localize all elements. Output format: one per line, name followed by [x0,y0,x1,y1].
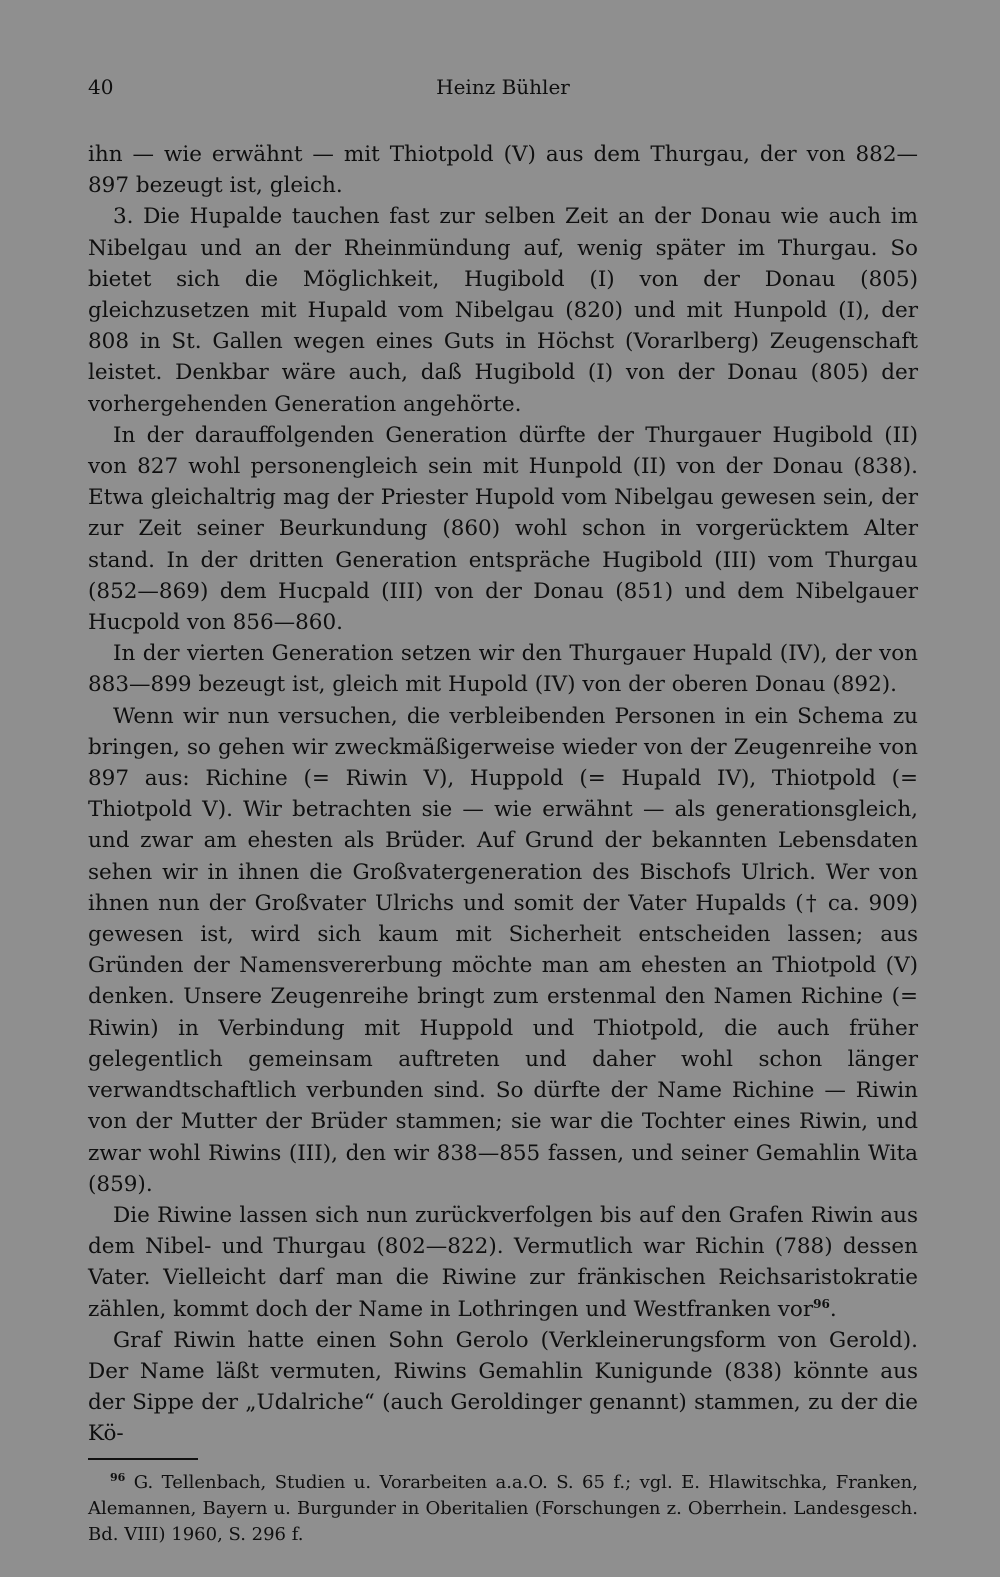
footnote-text: G. Tellenbach, Studien u. Vorarbeiten a.a.O. S. 65 f.; vgl. E. Hlawitschka, Franken, Alemannen, Bayern u. Burgunder in Oberitalien (Forschungen z. Oberrhein. Landesgesch. Bd. VIII) 1960, S. 296 f. [88,1471,918,1545]
paragraph-text-end: . [829,1296,837,1322]
footnote-divider [88,1458,198,1460]
paragraph-with-footnote-ref [88,1200,918,1325]
paragraph: Wenn wir nun versuchen, die verbleibenden Personen in ein Schema zu bringen, so gehen wir zweckmäßigerweise wieder von der Zeugenreihe von 897 aus: Richine (= Riwin V), Huppold (= Hupald IV), Thiotpold (= Thiotpold V). Wir betrachten sie — wie erwähnt — als generationsgleich, und zwar am ehesten als Brüder. Auf Grund der bekannten Lebensdaten sehen wir in ihnen die Großvatergeneration des Bischofs Ulrich. Wer von ihnen nun der Großvater Ulrichs und somit der Vater Hupalds († ca. 909) gewesen ist, wird sich kaum mit Sicherheit entscheiden lassen; aus Gründen der Namensvererbung möchte man am ehesten an Thiotpold (V) denken. Unsere Zeugenreihe bringt zum erstenmal den Namen Richine (= Riwin) in Verbindung mit Huppold und Thiotpold, die auch früher gelegentlich gemeinsam auftreten und daher wohl schon länger verwandtschaftlich verbunden sind. So dürfte der Name Richine — Riwin von der Mutter der Brüder stammen; sie war die Tochter eines Riwin, und zwar wohl Riwins (III), den wir 838—855 fassen, und seiner Gemahlin Wita (859). [88,703,918,1197]
footnote-reference[interactable]: 96 [813,1296,830,1311]
paragraph: ihn — wie erwähnt — mit Thiotpold (V) aus dem Thurgau, der von 882—897 bezeugt ist, gleich. [88,142,918,199]
paragraph: Graf Riwin hatte einen Sohn Gerolo (Verkleinerungsform von Gerold). Der Name läßt vermuten, Riwins Gemahlin Kunigunde (838) könnte aus der Sippe der „Udalriche“ (auch Geroldinger genannt) stammen, zu der die Kö- [88,1327,918,1447]
paragraph: 3. Die Hupalde tauchen fast zur selben Zeit an der Donau wie auch im Nibelgau und an der Rheinmündung auf, wenig später im Thurgau. So bietet sich die Möglichkeit, Hugibold (I) von der Donau (805) gleichzusetzen mit Hupald vom Nibelgau (820) und mit Hunpold (I), der 808 in St. Gallen wegen eines Guts in Höchst (Vorarlberg) Zeugenschaft leistet. Denkbar wäre auch, daß Hugibold (I) von der Donau (805) der vorhergehenden Generation angehörte. [88,204,918,417]
page-number: 40 [88,75,114,99]
paragraph: In der darauffolgenden Generation dürfte der Thurgauer Hugibold (II) von 827 wohl personengleich sein mit Hunpold (II) von der Donau (838). Etwa gleichaltrig mag der Priester Hupold vom Nibelgau gewesen sein, der zur Zeit seiner Beurkundung (860) wohl schon in vorgerücktem Alter stand. In der dritten Generation entspräche Hugibold (III) vom Thurgau (852—869) dem Hucpald (III) von der Donau (851) und dem Nibelgauer Hucpold von 856—860. [88,422,918,636]
paragraph-text: Die Riwine lassen sich nun zurückverfolgen bis auf den Grafen Riwin aus dem Nibel- und Thurgau (802—822). Vermutlich war Richin (788) dessen Vater. Vielleicht darf man die Riwine zur fränkischen Reichsaristokratie zählen, kommt doch der Name in Lothringen und Westfranken vor [88,1202,918,1322]
book-page [88,75,918,1548]
paragraph: In der vierten Generation setzen wir den Thurgauer Hupald (IV), der von 883—899 bezeugt ist, gleich mit Hupold (IV) von der oberen Donau (892). [88,641,918,698]
page-header [88,75,918,109]
footnote-number: 96 [110,1470,126,1484]
body-text [88,139,918,1450]
footnote [88,1470,918,1548]
running-head: Heinz Bühler [436,75,570,99]
